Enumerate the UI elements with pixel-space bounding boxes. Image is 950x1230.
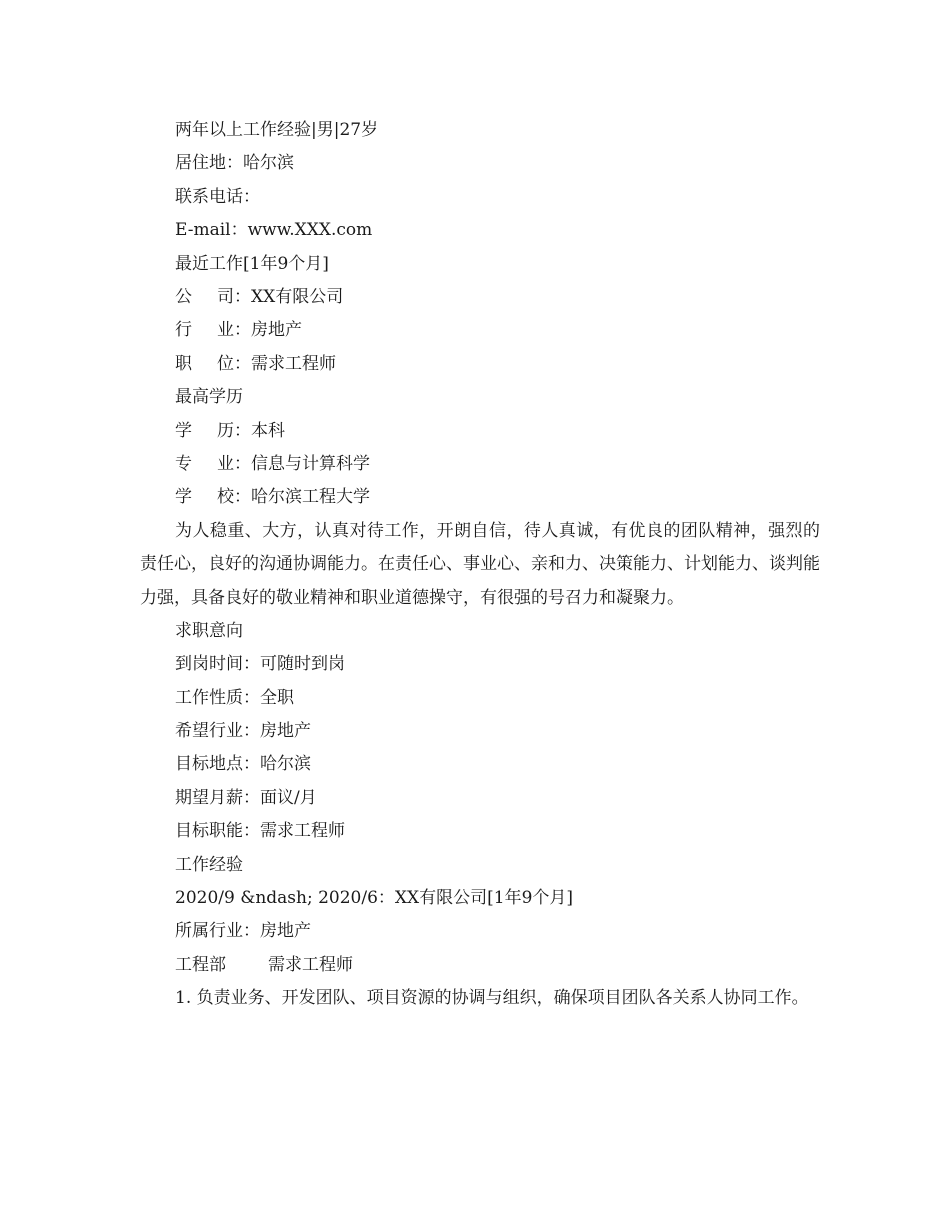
phone: 联系电话：	[175, 186, 260, 207]
degree-value: ：本科	[234, 420, 285, 441]
duty-1: 1. 负责业务、开发团队、项目资源的协调与组织，确保项目团队各关系人协同工作。	[175, 988, 809, 1009]
work-industry: 所属行业：房地产	[175, 921, 311, 942]
degree-row	[140, 415, 820, 448]
major-row	[140, 448, 820, 481]
job-title: 需求工程师	[268, 954, 353, 975]
industry-row	[140, 314, 820, 347]
arrival-time: 到岗时间：可随时到岗	[175, 654, 345, 675]
school-row	[140, 481, 820, 514]
job-nature: 工作性质：全职	[175, 687, 294, 708]
target-location: 目标地点：哈尔滨	[175, 754, 311, 775]
desired-industry: 希望行业：房地产	[175, 721, 311, 742]
company-label: 公 司	[175, 286, 234, 307]
resume-document	[140, 114, 820, 1016]
major-value: ：信息与计算科学	[234, 453, 370, 474]
company-value: ：XX有限公司	[234, 286, 344, 307]
recent-work-heading: 最近工作[1年9个月]	[175, 253, 329, 274]
position-value: ：需求工程师	[234, 353, 336, 374]
department: 工程部	[175, 954, 226, 975]
company-row	[140, 281, 820, 314]
position-row	[140, 348, 820, 381]
major-label: 专 业	[175, 453, 234, 474]
school-label: 学 校	[175, 487, 234, 508]
self-evaluation: 为人稳重、大方，认真对待工作，开朗自信，待人真诚，有优良的团队精神，强烈的责任心，良好的沟通协调能力。在责任心、事业心、亲和力、决策能力、计划能力、谈判能力强，具备良好的敬业精神和职业道德操守，有很强的号召力和凝聚力。	[140, 520, 820, 608]
position-label: 职 位	[175, 353, 234, 374]
target-function: 目标职能：需求工程师	[175, 821, 345, 842]
expected-salary: 期望月薪：面议/月	[175, 787, 317, 808]
email: E-mail：www.XXX.com	[175, 220, 373, 241]
work-period: 2020/9 &ndash; 2020/6：XX有限公司[1年9个月]	[175, 888, 574, 909]
industry-label: 行 业	[175, 320, 234, 341]
residence: 居住地：哈尔滨	[175, 153, 294, 174]
school-value: ：哈尔滨工程大学	[234, 487, 370, 508]
department-row	[140, 949, 820, 982]
summary-line: 两年以上工作经验|男|27岁	[175, 120, 379, 140]
work-experience-heading: 工作经验	[175, 854, 243, 875]
degree-label: 学 历	[175, 420, 234, 441]
job-intention-heading: 求职意向	[175, 620, 243, 641]
industry-value: ：房地产	[234, 320, 302, 341]
education-heading: 最高学历	[175, 387, 243, 408]
